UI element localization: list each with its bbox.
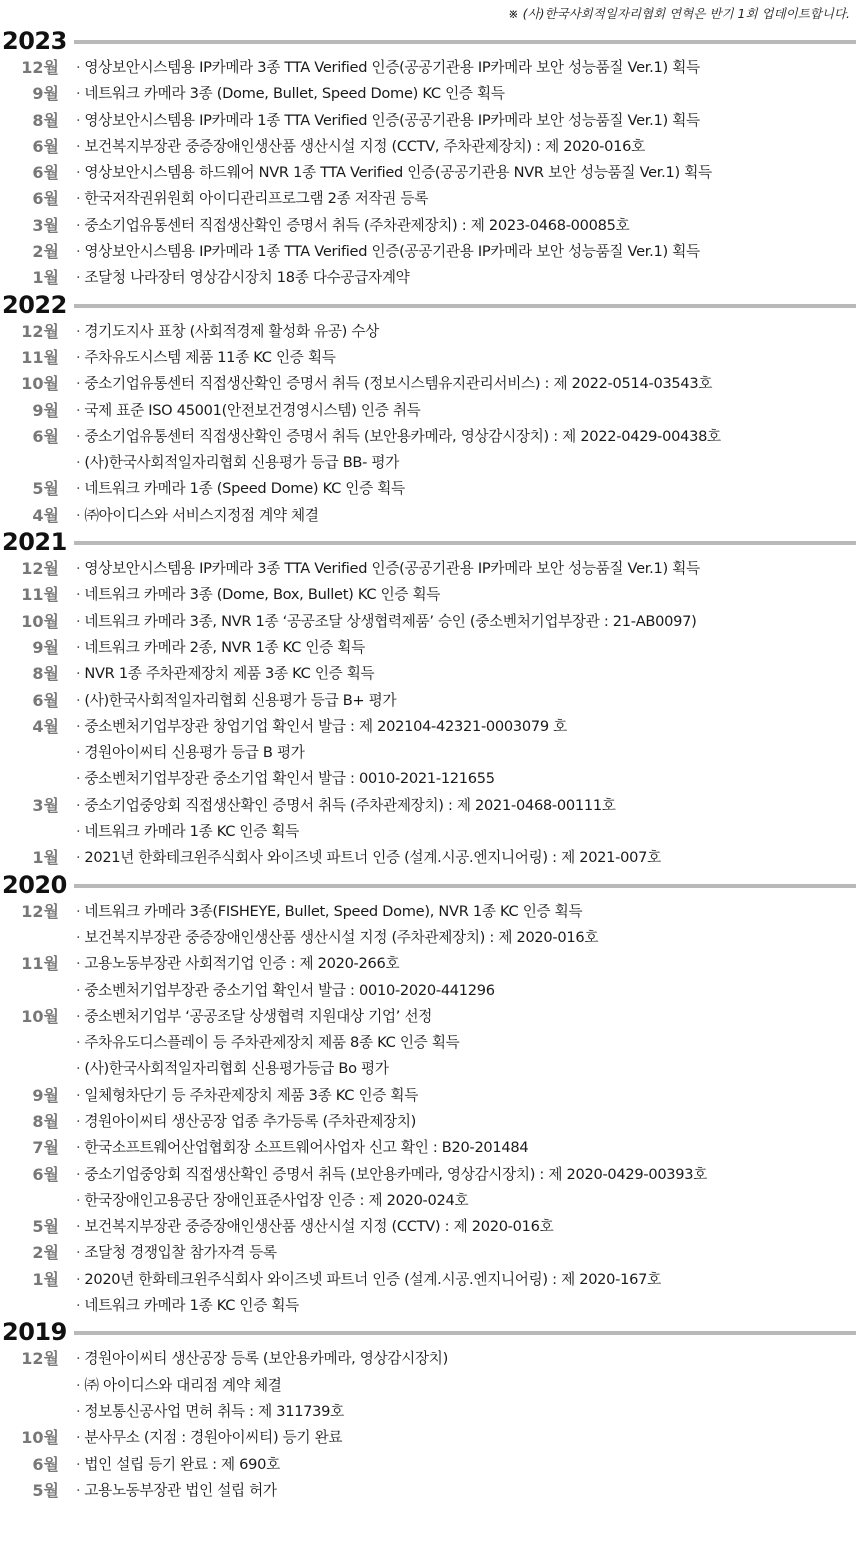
timeline-entry <box>0 688 860 714</box>
entry-text: · NVR 1종 주차관제장치 제품 3종 KC 인증 획득 <box>76 661 374 687</box>
entry-month: 3월 <box>32 795 59 815</box>
entry-text: · 중소벤처기업부장관 중소기업 확인서 발급 : 0010-2021-121655 <box>76 766 495 792</box>
timeline-entry <box>0 661 860 687</box>
timeline-entry <box>0 766 860 792</box>
entry-month: 2월 <box>32 242 59 262</box>
entry-month: 5월 <box>32 479 59 499</box>
timeline-entry <box>0 1083 860 1109</box>
timeline-entry <box>0 635 860 661</box>
timeline-entry <box>0 1293 860 1319</box>
timeline-entry <box>0 371 860 397</box>
year-label: 2019 <box>2 1318 67 1347</box>
year-header <box>0 292 860 319</box>
entry-text: · ㈜아이디스와 서비스지정점 계약 체결 <box>76 503 319 529</box>
timeline-entry <box>0 450 860 476</box>
entry-text: · 2021년 한화테크윈주식회사 와이즈넷 파트너 인증 (설계.시공.엔지니어링) : 제 2021-007호 <box>76 845 661 871</box>
year-divider <box>74 1331 856 1335</box>
entry-month: 8월 <box>32 664 59 684</box>
timeline-entry <box>0 424 860 450</box>
entry-text: · 중소벤처기업부 ‘공공조달 상생협력 지원대상 기업’ 선정 <box>76 1004 432 1030</box>
entry-text: · 중소기업중앙회 직접생산확인 증명서 취득 (보안용카메라, 영상감시장치) : 제 2020-0429-00393호 <box>76 1162 707 1188</box>
timeline-entry <box>0 556 860 582</box>
timeline-entry <box>0 1425 860 1451</box>
year-header <box>0 28 860 55</box>
timeline-entry <box>0 951 860 977</box>
entry-text: · 보건복지부장관 중증장애인생산품 생산시설 지정 (CCTV, 주차관제장치) : 제 2020-016호 <box>76 134 645 160</box>
entry-month: 11월 <box>21 954 59 974</box>
entry-text: · 영상보안시스템용 IP카메라 1종 TTA Verified 인증(공공기관용 IP카메라 보안 성능품질 Ver.1) 획득 <box>76 239 700 265</box>
entry-month: 8월 <box>32 110 59 130</box>
entry-text: · (사)한국사회적일자리협회 신용평가 등급 B+ 평가 <box>76 688 396 714</box>
timeline-entry <box>0 1373 860 1399</box>
entry-month: 4월 <box>32 505 59 525</box>
entry-text: · 중소기업유통센터 직접생산확인 증명서 취득 (보안용카메라, 영상감시장치) : 제 2022-0429-00438호 <box>76 424 721 450</box>
timeline-entry <box>0 476 860 502</box>
entry-month: 5월 <box>32 1217 59 1237</box>
entry-text: · 보건복지부장관 중증장애인생산품 생산시설 지정 (CCTV) : 제 2020-016호 <box>76 1214 553 1240</box>
timeline-entry <box>0 978 860 1004</box>
timeline-entry <box>0 740 860 766</box>
entry-text: · 영상보안시스템용 IP카메라 1종 TTA Verified 인증(공공기관용 IP카메라 보안 성능품질 Ver.1) 획득 <box>76 108 700 134</box>
entry-text: · 한국저작권위원회 아이디관리프로그램 2종 저작권 등록 <box>76 186 428 212</box>
year-header <box>0 872 860 899</box>
entry-text: · 네트워크 카메라 1종 KC 인증 획득 <box>76 819 299 845</box>
entry-text: · 정보통신공사업 면허 취득 : 제 311739호 <box>76 1399 344 1425</box>
timeline-entry <box>0 239 860 265</box>
entry-month: 3월 <box>32 215 59 235</box>
year-divider <box>74 304 856 308</box>
entry-text: · 고용노동부장관 사회적기업 인증 : 제 2020-266호 <box>76 951 399 977</box>
timeline-entry <box>0 1188 860 1214</box>
entry-text: · 중소벤처기업부장관 중소기업 확인서 발급 : 0010-2020-441296 <box>76 978 495 1004</box>
timeline-entry <box>0 160 860 186</box>
entry-text: · 주차유도디스플레이 등 주차관제장치 제품 8종 KC 인증 획득 <box>76 1030 459 1056</box>
entry-text: · 주차유도시스템 제품 11종 KC 인증 획득 <box>76 345 336 371</box>
timeline-entry <box>0 55 860 81</box>
entry-month: 6월 <box>32 163 59 183</box>
entry-month: 11월 <box>21 585 59 605</box>
entry-month: 10월 <box>21 1428 59 1448</box>
timeline-entry <box>0 213 860 239</box>
entry-text: · 중소기업유통센터 직접생산확인 증명서 취득 (주차관제장치) : 제 2023-0468-00085호 <box>76 213 629 239</box>
timeline-entry <box>0 186 860 212</box>
entry-text: · 영상보안시스템용 IP카메라 3종 TTA Verified 인증(공공기관용 IP카메라 보안 성능품질 Ver.1) 획득 <box>76 55 700 81</box>
entry-month: 10월 <box>21 611 59 631</box>
entry-text: · 경원아이씨티 생산공장 등록 (보안용카메라, 영상감시장치) <box>76 1346 448 1372</box>
year-header <box>0 529 860 556</box>
timeline-entry <box>0 1267 860 1293</box>
entry-text: · 고용노동부장관 법인 설립 허가 <box>76 1478 277 1504</box>
year-divider <box>74 541 856 545</box>
entry-text: · 중소벤처기업부장관 창업기업 확인서 발급 : 제 202104-42321-0003079 호 <box>76 714 567 740</box>
entry-text: · 경원아이씨티 생산공장 업종 추가등록 (주차관제장치) <box>76 1109 416 1135</box>
timeline-entry <box>0 1214 860 1240</box>
entry-text: · 네트워크 카메라 3종 (Dome, Box, Bullet) KC 인증 획득 <box>76 582 440 608</box>
entry-text: · 분사무소 (지점 : 경원아이씨티) 등기 완료 <box>76 1425 342 1451</box>
entry-month: 11월 <box>21 347 59 367</box>
entry-text: · 일체형차단기 등 주차관제장치 제품 3종 KC 인증 획득 <box>76 1083 418 1109</box>
entry-text: · 중소기업유통센터 직접생산확인 증명서 취득 (정보시스템유지관리서비스) : 제 2022-0514-03543호 <box>76 371 712 397</box>
entry-text: · ㈜ 아이디스와 대리점 계약 체결 <box>76 1373 282 1399</box>
timeline-entry <box>0 1004 860 1030</box>
timeline-entry <box>0 582 860 608</box>
entry-month: 12월 <box>21 1349 59 1369</box>
timeline-entry <box>0 1240 860 1266</box>
update-note: ※ (사)한국사회적일자리협회 연혁은 반기 1회 업데이트합니다. <box>508 6 850 21</box>
timeline-entry <box>0 1056 860 1082</box>
year-header <box>0 1319 860 1346</box>
entry-month: 10월 <box>21 1006 59 1026</box>
timeline-entry <box>0 1399 860 1425</box>
history-timeline <box>0 28 860 1504</box>
entry-month: 9월 <box>32 1085 59 1105</box>
year-label: 2021 <box>2 528 67 557</box>
timeline-entry <box>0 899 860 925</box>
year-label: 2023 <box>2 27 67 55</box>
entry-month: 1월 <box>32 268 59 288</box>
year-label: 2022 <box>2 290 67 319</box>
timeline-entry <box>0 793 860 819</box>
entry-text: · 영상보안시스템용 하드웨어 NVR 1종 TTA Verified 인증(공공기관용 NVR 보안 성능품질 Ver.1) 획득 <box>76 160 712 186</box>
entry-text: · 경기도지사 표창 (사회적경제 활성화 유공) 수상 <box>76 319 379 345</box>
entry-month: 6월 <box>32 136 59 156</box>
entry-month: 9월 <box>32 84 59 104</box>
timeline-entry <box>0 503 860 529</box>
timeline-entry <box>0 319 860 345</box>
timeline-entry <box>0 1135 860 1161</box>
timeline-entry <box>0 1109 860 1135</box>
year-divider <box>74 40 856 44</box>
entry-text: · 2020년 한화테크윈주식회사 와이즈넷 파트너 인증 (설계.시공.엔지니어링) : 제 2020-167호 <box>76 1267 661 1293</box>
entry-text: · 조달청 나라장터 영상감시장치 18종 다수공급자계약 <box>76 265 409 291</box>
entry-month: 12월 <box>21 321 59 341</box>
entry-month: 8월 <box>32 1111 59 1131</box>
entry-month: 6월 <box>32 690 59 710</box>
entry-month: 12월 <box>21 901 59 921</box>
entry-month: 7월 <box>32 1138 59 1158</box>
entry-text: · 네트워크 카메라 2종, NVR 1종 KC 인증 획득 <box>76 635 365 661</box>
entry-text: · 조달청 경쟁입찰 참가자격 등록 <box>76 1240 277 1266</box>
timeline-entry <box>0 398 860 424</box>
entry-month: 9월 <box>32 637 59 657</box>
entry-month: 9월 <box>32 400 59 420</box>
entry-text: · 영상보안시스템용 IP카메라 3종 TTA Verified 인증(공공기관용 IP카메라 보안 성능품질 Ver.1) 획득 <box>76 556 700 582</box>
timeline-entry <box>0 1162 860 1188</box>
entry-month: 6월 <box>32 189 59 209</box>
entry-text: · 국제 표준 ISO 45001(안전보건경영시스템) 인증 취득 <box>76 398 420 424</box>
entry-month: 6월 <box>32 1164 59 1184</box>
entry-text: · 경원아이씨티 신용평가 등급 B 평가 <box>76 740 305 766</box>
entry-text: · 중소기업중앙회 직접생산확인 증명서 취득 (주차관제장치) : 제 2021-0468-00111호 <box>76 793 616 819</box>
entry-month: 10월 <box>21 374 59 394</box>
timeline-entry <box>0 108 860 134</box>
entry-month: 1월 <box>32 848 59 868</box>
timeline-entry <box>0 81 860 107</box>
entry-text: · (사)한국사회적일자리협회 신용평가 등급 BB- 평가 <box>76 450 399 476</box>
timeline-entry <box>0 134 860 160</box>
year-divider <box>74 884 856 888</box>
timeline-entry <box>0 609 860 635</box>
timeline-entry <box>0 819 860 845</box>
entry-text: · 한국소프트웨어산업협회장 소프트웨어사업자 신고 확인 : B20-201484 <box>76 1135 528 1161</box>
timeline-entry <box>0 925 860 951</box>
entry-month: 6월 <box>32 426 59 446</box>
entry-month: 1월 <box>32 1269 59 1289</box>
entry-text: · 네트워크 카메라 3종, NVR 1종 ‘공공조달 상생협력제품’ 승인 (중소벤처기업부장관 : 21-AB0097) <box>76 609 696 635</box>
entry-text: · 한국장애인고용공단 장애인표준사업장 인증 : 제 2020-024호 <box>76 1188 468 1214</box>
entry-text: · (사)한국사회적일자리협회 신용평가등급 Bo 평가 <box>76 1056 389 1082</box>
entry-text: · 법인 설립 등기 완료 : 제 690호 <box>76 1452 280 1478</box>
entry-month: 12월 <box>21 58 59 77</box>
timeline-entry <box>0 1346 860 1372</box>
entry-month: 2월 <box>32 1243 59 1263</box>
entry-month: 5월 <box>32 1480 59 1500</box>
timeline-entry <box>0 1452 860 1478</box>
entry-month: 12월 <box>21 559 59 579</box>
entry-text: · 네트워크 카메라 1종 (Speed Dome) KC 인증 획득 <box>76 476 405 502</box>
entry-text: · 네트워크 카메라 3종 (Dome, Bullet, Speed Dome) KC 인증 획득 <box>76 81 505 107</box>
entry-month: 6월 <box>32 1454 59 1474</box>
year-label: 2020 <box>2 870 67 899</box>
entry-text: · 보건복지부장관 중증장애인생산품 생산시설 지정 (주차관제장치) : 제 2020-016호 <box>76 925 598 951</box>
timeline-entry <box>0 1478 860 1504</box>
timeline-entry <box>0 1030 860 1056</box>
timeline-entry <box>0 345 860 371</box>
entry-text: · 네트워크 카메라 3종(FISHEYE, Bullet, Speed Dome), NVR 1종 KC 인증 획득 <box>76 899 582 925</box>
timeline-entry <box>0 845 860 871</box>
timeline-entry <box>0 714 860 740</box>
entry-text: · 네트워크 카메라 1종 KC 인증 획득 <box>76 1293 299 1319</box>
entry-month: 4월 <box>32 716 59 736</box>
timeline-entry <box>0 265 860 291</box>
